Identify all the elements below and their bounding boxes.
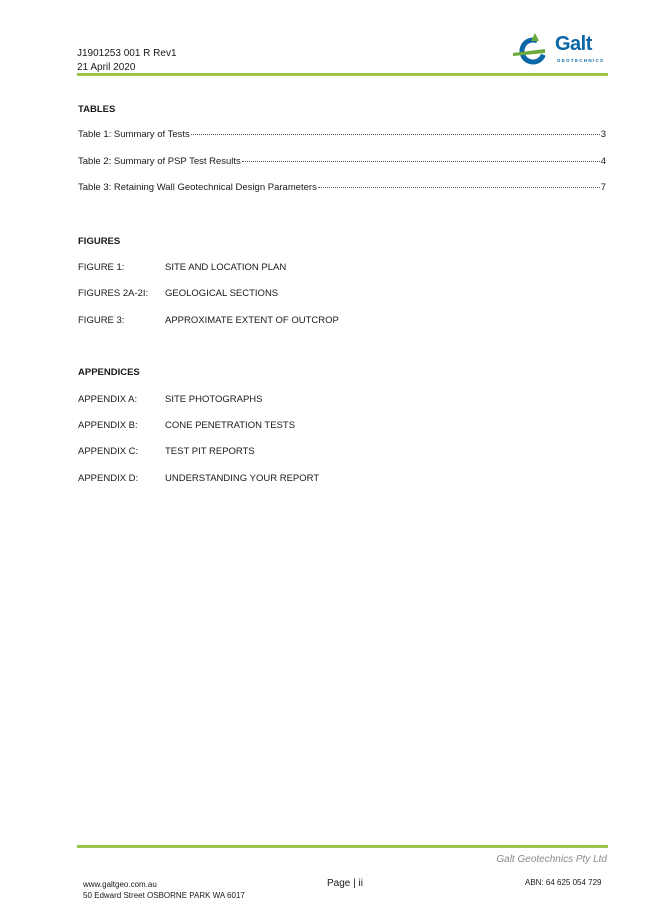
dot-leader bbox=[191, 134, 600, 135]
appendix-title: UNDERSTANDING YOUR REPORT bbox=[165, 473, 320, 484]
page-number: Page | ii bbox=[327, 878, 363, 889]
footer-abn: ABN: 64 625 054 729 bbox=[525, 878, 602, 887]
figure-label: FIGURE 3: bbox=[78, 315, 125, 326]
figure-item bbox=[78, 262, 286, 273]
toc-entry-table-2[interactable] bbox=[78, 156, 606, 167]
figure-item bbox=[78, 315, 339, 326]
appendix-item bbox=[78, 446, 255, 457]
appendix-label: APPENDIX A: bbox=[78, 394, 138, 405]
appendices-heading: APPENDICES bbox=[78, 367, 140, 378]
appendix-item bbox=[78, 473, 319, 484]
toc-entry-page: 4 bbox=[600, 156, 606, 167]
appendix-label: APPENDIX C: bbox=[78, 446, 139, 457]
appendix-item bbox=[78, 394, 262, 405]
toc-entry-title: Table 1: Summary of Tests bbox=[78, 129, 190, 140]
header-rule bbox=[77, 73, 608, 76]
toc-entry-page: 3 bbox=[600, 129, 606, 140]
figures-heading: FIGURES bbox=[78, 236, 121, 247]
galt-logo-icon bbox=[511, 31, 557, 73]
footer-website[interactable]: www.galtgeo.com.au bbox=[83, 880, 157, 889]
appendix-title: TEST PIT REPORTS bbox=[165, 446, 255, 457]
logo-wordmark: Galt bbox=[555, 33, 592, 55]
appendix-title: CONE PENETRATION TESTS bbox=[165, 420, 296, 431]
figure-title: APPROXIMATE EXTENT OF OUTCROP bbox=[165, 315, 339, 326]
footer-address: 50 Edward Street OSBORNE PARK WA 6017 bbox=[83, 891, 245, 900]
figure-title: GEOLOGICAL SECTIONS bbox=[165, 288, 279, 299]
figure-label: FIGURES 2A-2I: bbox=[78, 288, 149, 299]
company-logo bbox=[511, 31, 611, 73]
toc-entry-title: Table 3: Retaining Wall Geotechnical Design Parameters bbox=[78, 182, 317, 193]
report-date: 21 April 2020 bbox=[77, 62, 136, 73]
figure-item bbox=[78, 288, 278, 299]
toc-entry-table-3[interactable] bbox=[78, 182, 606, 193]
appendix-title: SITE PHOTOGRAPHS bbox=[165, 394, 263, 405]
footer-rule bbox=[77, 845, 608, 848]
toc-entry-table-1[interactable] bbox=[78, 129, 606, 140]
appendix-label: APPENDIX D: bbox=[78, 473, 139, 484]
figure-title: SITE AND LOCATION PLAN bbox=[165, 262, 287, 273]
toc-entry-page: 7 bbox=[600, 182, 606, 193]
footer-contact bbox=[83, 879, 245, 901]
dot-leader bbox=[242, 161, 600, 162]
appendix-label: APPENDIX B: bbox=[78, 420, 138, 431]
figure-label: FIGURE 1: bbox=[78, 262, 125, 273]
tables-heading: TABLES bbox=[78, 104, 116, 115]
footer-company-name: Galt Geotechnics Pty Ltd bbox=[496, 854, 607, 865]
report-number: J1901253 001 R Rev1 bbox=[77, 48, 177, 59]
toc-entry-title: Table 2: Summary of PSP Test Results bbox=[78, 156, 241, 167]
logo-subtitle: GEOTECHNICS bbox=[557, 58, 605, 63]
appendix-item bbox=[78, 420, 295, 431]
header-ref bbox=[77, 47, 177, 75]
dot-leader bbox=[318, 187, 600, 188]
